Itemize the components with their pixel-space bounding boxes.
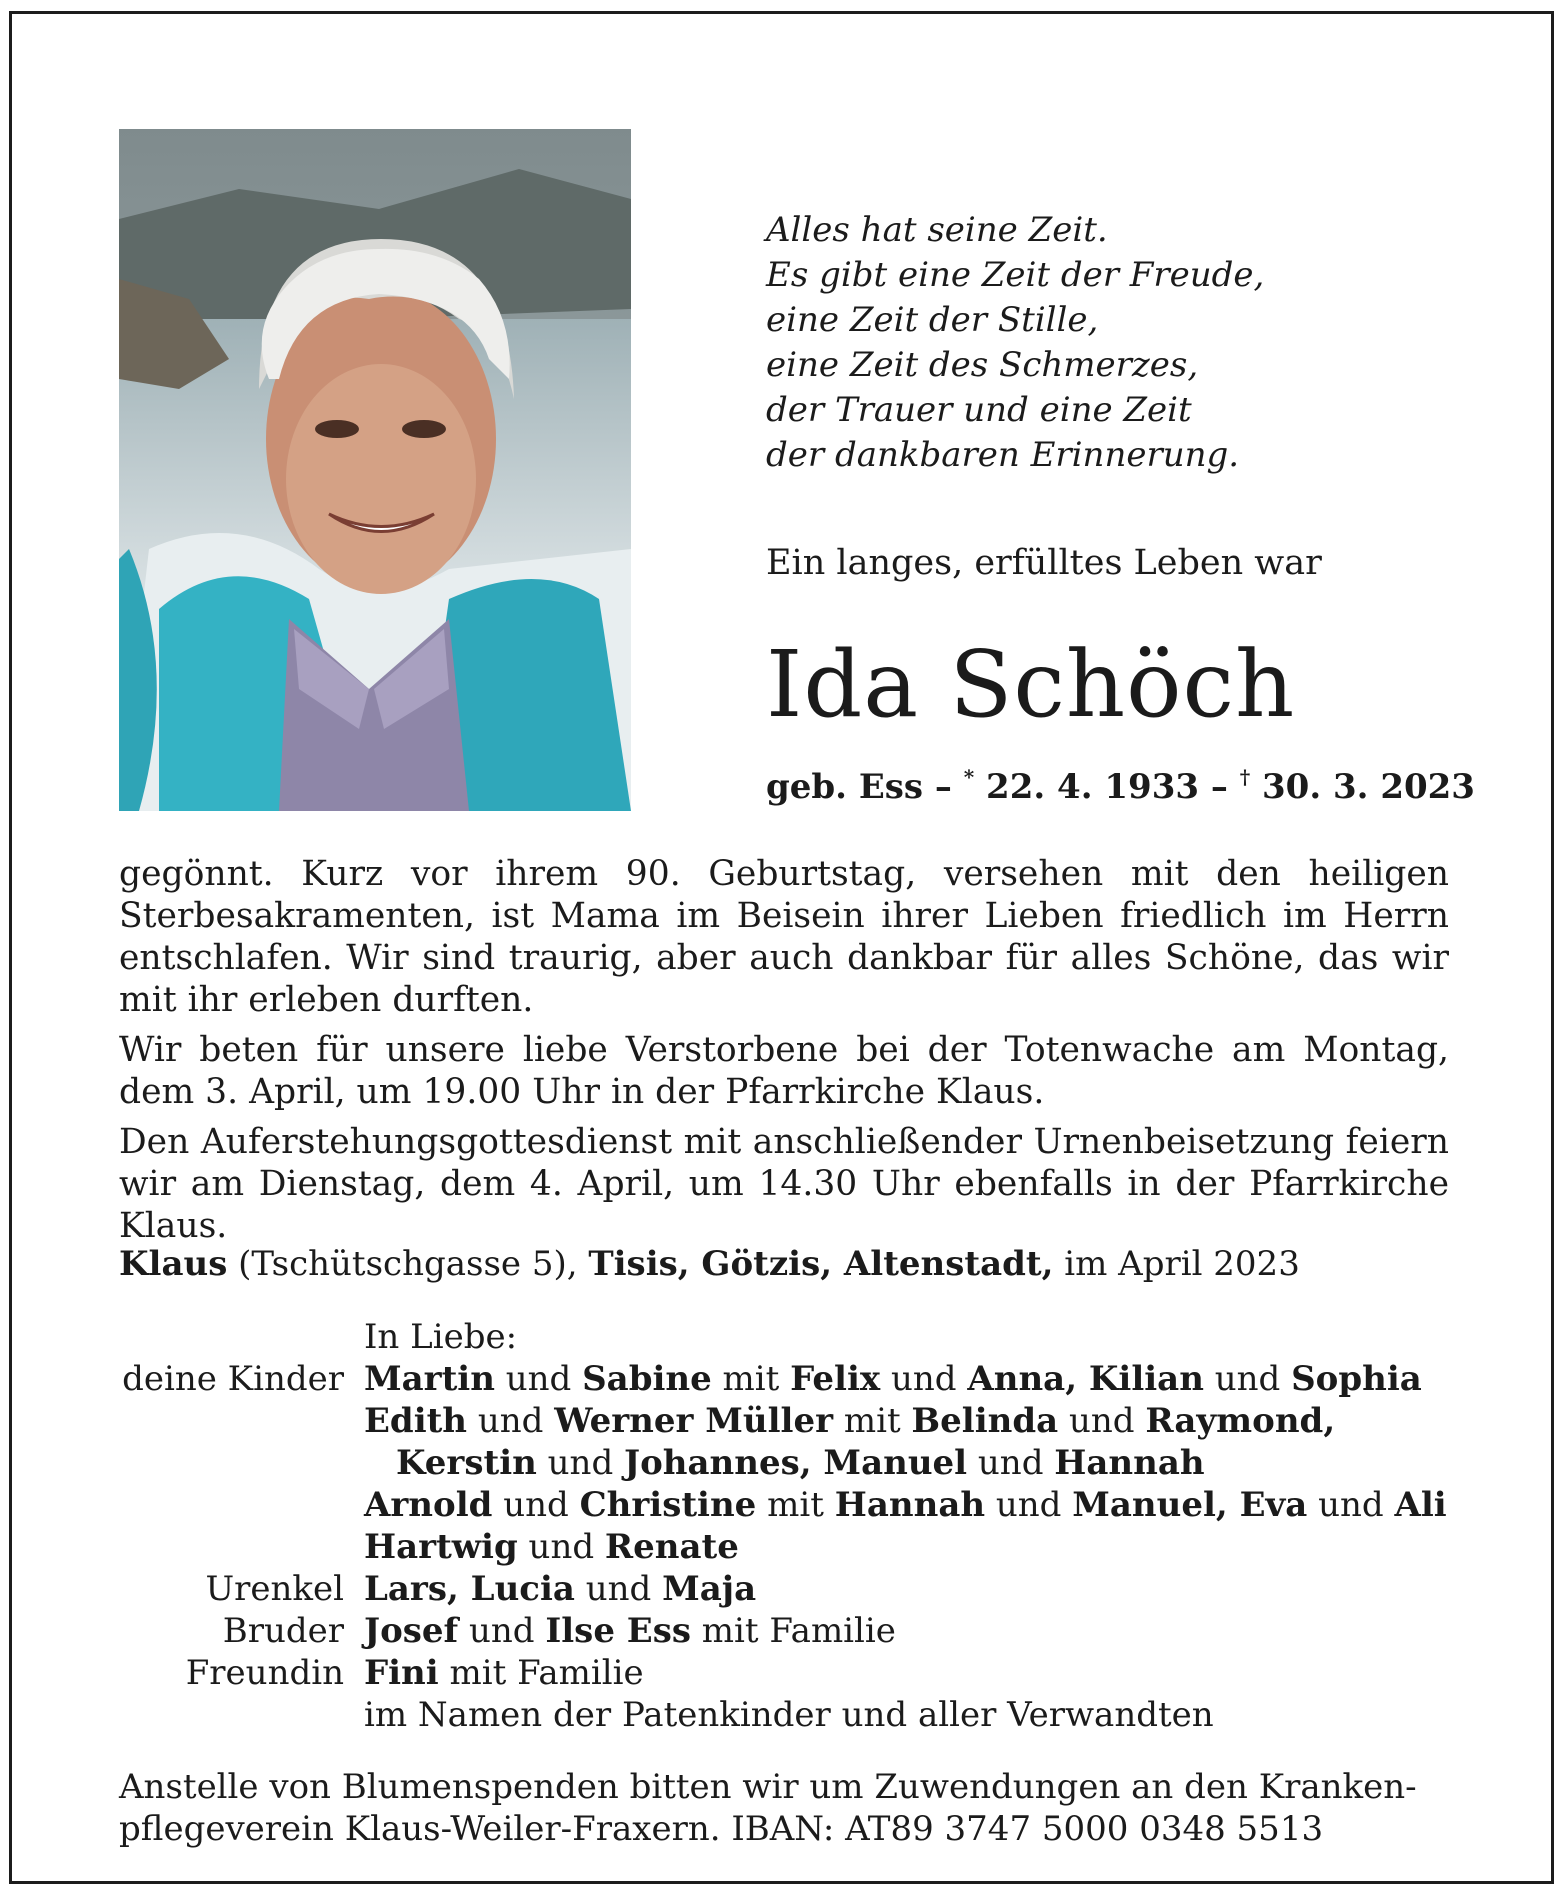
death-symbol: † [1239, 765, 1251, 789]
poem-line: eine Zeit der Stille, [766, 300, 1099, 340]
separator: – [923, 767, 964, 807]
list-item: Kerstin und Johannes, Manuel und Hannah [396, 1443, 1205, 1483]
poem-line: der dankbaren Erinnerung. [766, 435, 1240, 475]
intro-text: Ein langes, erfülltes Leben war [766, 543, 1322, 583]
town: Klaus [119, 1244, 228, 1284]
mourner-name: Lars, Lucia [364, 1569, 575, 1609]
address: (Tschütschgasse 5), [227, 1244, 589, 1284]
mourner-name: Martin [364, 1359, 495, 1399]
mourners-header: In Liebe: [364, 1317, 518, 1357]
mourner-name: Hannah [834, 1485, 986, 1525]
list-item: deine Kinder Martin und Sabine mit Felix und Anna, Kilian und Sophia [100, 1358, 1447, 1400]
date: im April 2023 [1053, 1244, 1300, 1284]
mourner-name: Sophia [1291, 1359, 1422, 1399]
portrait-photo [119, 129, 631, 811]
mourner-name: Maja [662, 1569, 757, 1609]
other-towns: Tisis, Götzis, Altenstadt, [588, 1244, 1054, 1284]
poem-line: eine Zeit des Schmerzes, [766, 345, 1199, 385]
relation-label: Bruder [222, 1611, 344, 1651]
mourner-name: Kerstin [396, 1443, 537, 1483]
deceased-name: Ida Schöch [766, 631, 1296, 738]
poem [766, 208, 1286, 478]
mourner-name: Fini [364, 1653, 439, 1693]
relation-label: deine Kinder [122, 1359, 344, 1399]
mourner-name: Hannah [1054, 1443, 1205, 1483]
mourner-name: Raymond, [1145, 1401, 1336, 1441]
poem-line: Es gibt eine Zeit der Freude, [766, 255, 1265, 295]
mourner-name: Josef [364, 1611, 459, 1651]
birth-symbol: * [963, 765, 975, 789]
mourner-name: Manuel, Eva [1072, 1485, 1308, 1525]
mourner-name: Belinda [911, 1401, 1059, 1441]
list-item: Bruder Josef und Ilse Ess mit Familie [100, 1610, 1447, 1652]
donation-note [119, 1766, 1449, 1850]
mourner-name: Ali [1394, 1485, 1447, 1525]
mourner-name: Felix [790, 1359, 881, 1399]
footer-line: pflegeverein Klaus-Weiler-Fraxern. IBAN: AT89 3747 5000 0348 5513 [119, 1809, 1324, 1849]
list-item: Hartwig und Renate [364, 1527, 739, 1567]
life-dates [766, 765, 1475, 807]
poem-line: Alles hat seine Zeit. [766, 210, 1108, 250]
mourner-name: Sabine [582, 1359, 712, 1399]
birth-name: geb. Ess [766, 767, 924, 807]
body-paragraph: Wir beten für unsere liebe Verstorbene bei der Totenwache am Montag, dem 3. April, um 19.00 Uhr in der Pfarrkirche Klaus. [119, 1030, 1449, 1112]
birth-date: 22. 4. 1933 [974, 767, 1200, 807]
mourner-name: Renate [604, 1527, 739, 1567]
announcement-body [119, 853, 1449, 1255]
list-item: Urenkel Lars, Lucia und Maja [100, 1568, 1447, 1610]
poem-line: der Trauer und eine Zeit [766, 390, 1192, 430]
closing-line: im Namen der Patenkinder und aller Verwandten [364, 1695, 1214, 1735]
relation-label: Freundin [185, 1653, 344, 1693]
mourner-name: Ilse Ess [545, 1611, 691, 1651]
list-item [100, 1694, 1447, 1736]
mourner-name: Johannes, Manuel [624, 1443, 968, 1483]
mourner-name: Hartwig [364, 1527, 518, 1567]
separator: – [1199, 767, 1240, 807]
mourner-name: Edith [364, 1401, 468, 1441]
mourner-name: Arnold [364, 1485, 493, 1525]
list-item: Arnold und Christine mit Hannah und Manuel, Eva und Ali [364, 1485, 1447, 1525]
relation-label: Urenkel [205, 1569, 344, 1609]
list-item: Freundin Fini mit Familie [100, 1652, 1447, 1694]
mourner-name: Christine [579, 1485, 757, 1525]
body-paragraph: Den Auferstehungsgottesdienst mit anschließender Urnenbeisetzung feiern wir am Dienstag, dem 4. April, um 14.30 Uhr ebenfalls in der Pfarrkirche Klaus. [119, 1122, 1449, 1246]
body-paragraph: gegönnt. Kurz vor ihrem 90. Geburtstag, versehen mit den heiligen Sterbesakramenten, ist Mama im Beisein ihrer Lieben friedlich im Herrn entschlafen. Wir sind traurig, aber auch dankbar für alles Schöne, das wir mit ihr erleben durften. [119, 854, 1449, 1020]
footer-line: Anstelle von Blumenspenden bitten wir um Zuwendungen an den Kranken- [119, 1767, 1417, 1807]
mourners-list [100, 1316, 1447, 1736]
mourner-name: Werner Müller [554, 1401, 834, 1441]
place-date-line [119, 1244, 1300, 1284]
death-date: 30. 3. 2023 [1250, 767, 1475, 807]
mourner-name: Anna, Kilian [967, 1359, 1204, 1399]
list-item: Edith und Werner Müller mit Belinda und Raymond, [364, 1401, 1336, 1441]
